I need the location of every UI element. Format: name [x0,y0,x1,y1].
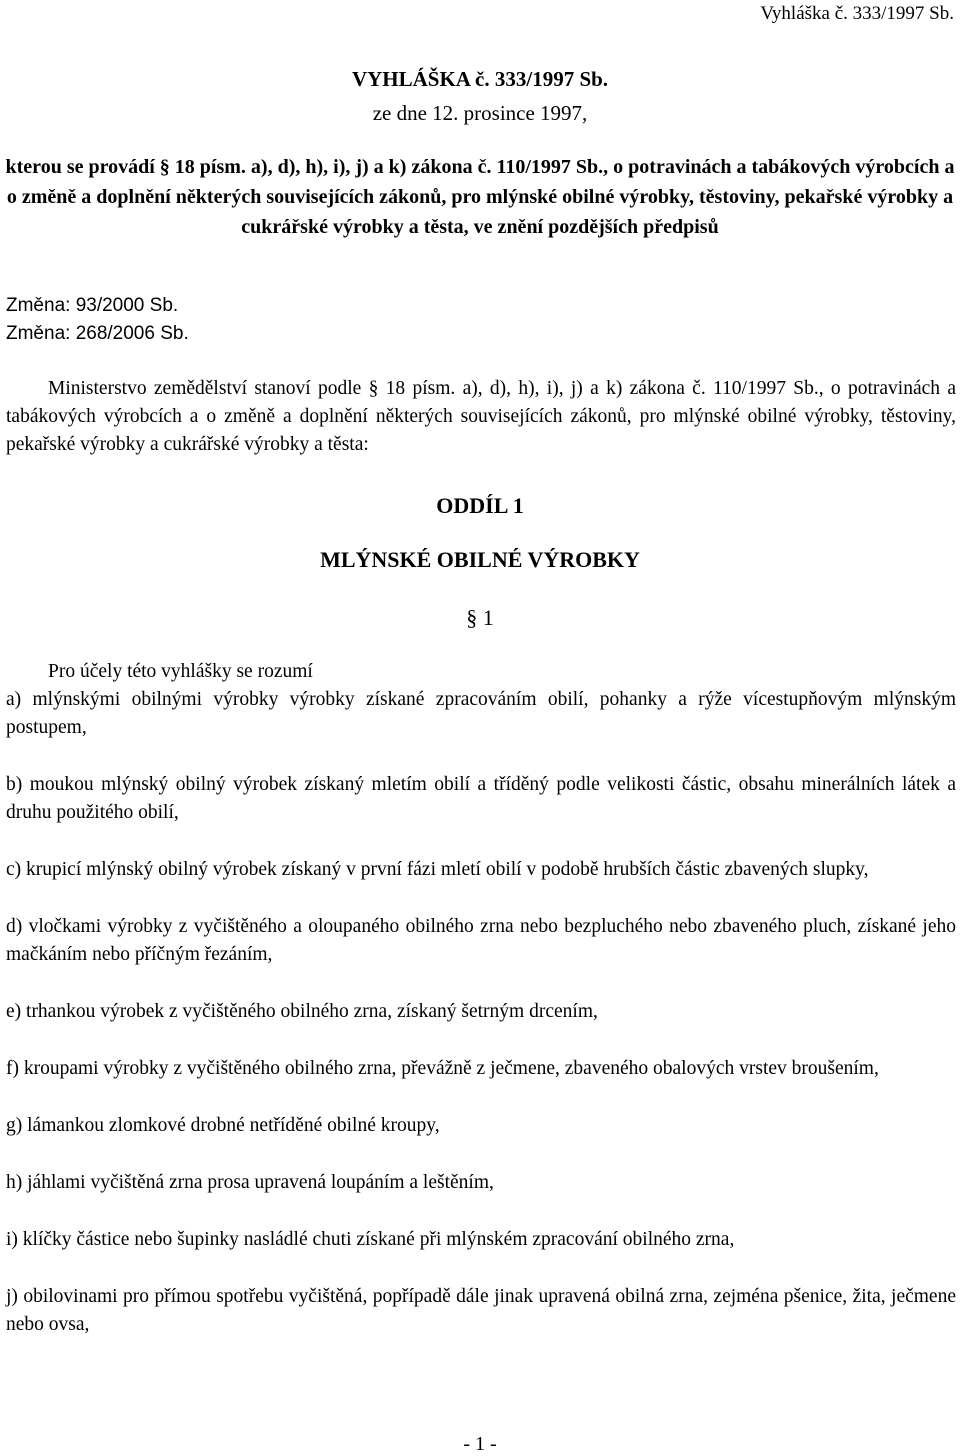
definitions-list [6,686,956,1368]
definition-item: h) jáhlami vyčištěná zrna prosa upravená loupáním a leštěním, [6,1172,494,1193]
document-title: VYHLÁŠKA č. 333/1997 Sb. [351,67,609,91]
title-block [0,64,960,128]
definition-item: a) mlýnskými obilnými výrobky výrobky získané zpracováním obilí, pohanky a rýže vícestupňovým mlýnským postupem, [6,689,956,738]
amendments-list [6,292,189,348]
document-date: ze dne 12. prosince 1997, [372,101,588,125]
definition-item: d) vločkami výrobky z vyčištěného a oloupaného obilného zrna nebo bezpluchého nebo zbaveného pluch, získané jeho mačkáním nebo příčným řezáním, [6,916,956,965]
definition-item: g) lámankou zlomkové drobné netříděné obilné kroupy, [6,1115,440,1136]
paragraph-mark: § 1 [466,605,494,630]
section-title: MLÝNSKÉ OBILNÉ VÝROBKY [320,547,640,572]
definition-item: b) moukou mlýnský obilný výrobek získaný mletím obilí a tříděný podle velikosti částic, obsahu minerálních látek a druhu použitého obilí, [6,774,956,823]
document-subtitle: kterou se provádí § 18 písm. a), d), h), i), j) a k) zákona č. 110/1997 Sb., o potravinách a tabákových výrobcích a o změně a doplnění některých souvisejících zákonů, pro mlýnské obilné výrobky, těstoviny, pekařské výrobky a cukrářské výrobky a těsta, ve znění pozdějších předpisů [5,156,955,238]
amendment-item: Změna: 268/2006 Sb. [6,323,189,344]
definition-item: i) klíčky částice nebo šupinky nasládlé chuti získané při mlýnském zpracování obilného zrna, [6,1229,735,1250]
page-number: - 1 - [463,1433,497,1455]
definition-item: f) kroupami výrobky z vyčištěného obilného zrna, převážně z ječmene, zbaveného obalových vrstev broušením, [6,1058,879,1079]
definition-item: j) obilovinami pro přímou spotřebu vyčištěná, popřípadě dále jinak upravená obilná zrna, zejména pšenice, žita, ječmene nebo ovsa, [6,1286,956,1335]
definition-item: c) krupicí mlýnský obilný výrobek získaný v první fázi mletí obilí v podobě hrubších částic zbavených slupky, [6,859,869,880]
running-header: Vyhláška č. 333/1997 Sb. [760,3,954,24]
definitions-intro: Pro účely této vyhlášky se rozumí [48,661,313,682]
definition-item: e) trhankou výrobek z vyčištěného obilného zrna, získaný šetrným drcením, [6,1001,598,1022]
preamble: Ministerstvo zemědělství stanoví podle § 18 písm. a), d), h), i), j) a k) zákona č. 110/1997 Sb., o potravinách a tabákových výrobcích a o změně a doplnění některých souvisejících zákonů, pro mlýnské obilné výrobky, těstoviny, pekařské výrobky a cukrářské výrobky a těsta: [6,378,956,455]
section-heading: ODDÍL 1 [436,493,524,518]
amendment-item: Změna: 93/2000 Sb. [6,295,179,316]
